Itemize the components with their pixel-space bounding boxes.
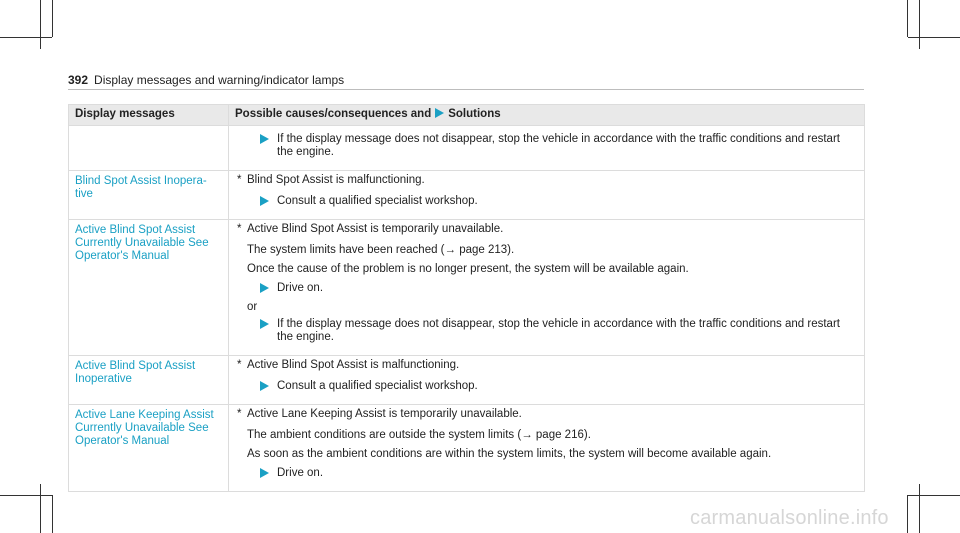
action-item	[237, 282, 858, 295]
action-arrow-icon	[260, 319, 269, 329]
action-text: If the display message does not disappear, stop the vehicle in accordance with the traffic conditions and restart the engine.	[277, 133, 840, 158]
page-header	[68, 73, 344, 87]
cause-marker: *	[237, 174, 242, 186]
info-text: As soon as the ambient conditions are within the system limits, the system will become available again.	[247, 448, 772, 460]
action-arrow-icon	[260, 134, 269, 144]
crop-mark	[907, 0, 908, 37]
cause-text: Blind Spot Assist is malfunctioning.	[247, 174, 425, 186]
action-text: Consult a qualified specialist workshop.	[277, 195, 478, 207]
watermark: carmanualsonline.info	[690, 507, 889, 529]
crop-mark	[919, 0, 920, 49]
header-rule	[68, 89, 864, 90]
solution-cell	[229, 405, 865, 492]
cause-item	[237, 359, 858, 372]
crop-mark	[52, 495, 53, 533]
info-text: Once the cause of the problem is no longer present, the system will be available again.	[247, 263, 689, 275]
cause-marker: *	[237, 408, 242, 420]
action-arrow-icon	[260, 381, 269, 391]
col-header-causes-label: Possible causes/consequences and	[235, 108, 432, 120]
crop-mark	[907, 495, 908, 533]
message-cell: Active Lane Keeping Assist Currently Unavailable See Operator's Manual	[69, 405, 229, 492]
action-item	[237, 380, 858, 393]
col-header-causes	[229, 105, 865, 126]
crop-mark	[908, 37, 960, 38]
message-cell: Active Blind Spot Assist Inoperative	[69, 356, 229, 405]
crop-mark	[52, 0, 53, 37]
col-header-messages: Display messages	[69, 105, 229, 126]
crop-mark	[919, 484, 920, 533]
action-item	[237, 318, 858, 344]
action-text: Consult a qualified specialist workshop.	[277, 380, 478, 392]
action-text: Drive on.	[277, 282, 324, 294]
or-text: or	[247, 301, 258, 313]
cause-item	[237, 223, 858, 236]
message-cell	[69, 126, 229, 171]
message-cell: Active Blind Spot Assist Currently Unavailable See Operator's Manual	[69, 220, 229, 356]
table-row	[69, 405, 865, 492]
cause-item	[237, 174, 858, 187]
solution-cell	[229, 220, 865, 356]
crop-mark	[908, 495, 960, 496]
cause-marker: *	[237, 359, 242, 371]
table-row	[69, 171, 865, 220]
action-item	[237, 133, 858, 159]
crop-mark	[0, 495, 52, 496]
solution-arrow-icon	[435, 108, 444, 118]
table-row	[69, 356, 865, 405]
table-header-row	[69, 105, 865, 126]
info-text: The ambient conditions are outside the system limits (→ page 216).	[247, 429, 591, 441]
action-item	[237, 467, 858, 480]
action-arrow-icon	[260, 283, 269, 293]
cause-text: Active Blind Spot Assist is temporarily unavailable.	[247, 223, 504, 235]
solution-cell	[229, 356, 865, 405]
cause-marker: *	[237, 223, 242, 235]
action-text: Drive on.	[277, 467, 324, 479]
message-cell: Blind Spot Assist Inopera-tive	[69, 171, 229, 220]
page-number: 392	[68, 73, 89, 87]
action-text: If the display message does not disappear, stop the vehicle in accordance with the traffic conditions and restart the engine.	[277, 318, 840, 343]
display-messages-table	[68, 104, 865, 492]
action-arrow-icon	[260, 468, 269, 478]
cause-text: Active Blind Spot Assist is malfunctioning.	[247, 359, 460, 371]
table-row	[69, 126, 865, 171]
col-header-solutions-label: Solutions	[448, 108, 501, 120]
table-row	[69, 220, 865, 356]
solution-cell	[229, 126, 865, 171]
info-text: The system limits have been reached (→ page 213).	[247, 244, 515, 256]
cause-item	[237, 408, 858, 421]
action-item	[237, 195, 858, 208]
cause-text: Active Lane Keeping Assist is temporarily unavailable.	[247, 408, 522, 420]
crop-mark	[0, 37, 52, 38]
crop-mark	[40, 0, 41, 49]
page-title: Display messages and warning/indicator lamps	[94, 73, 345, 87]
crop-mark	[40, 484, 41, 533]
solution-cell	[229, 171, 865, 220]
action-arrow-icon	[260, 196, 269, 206]
